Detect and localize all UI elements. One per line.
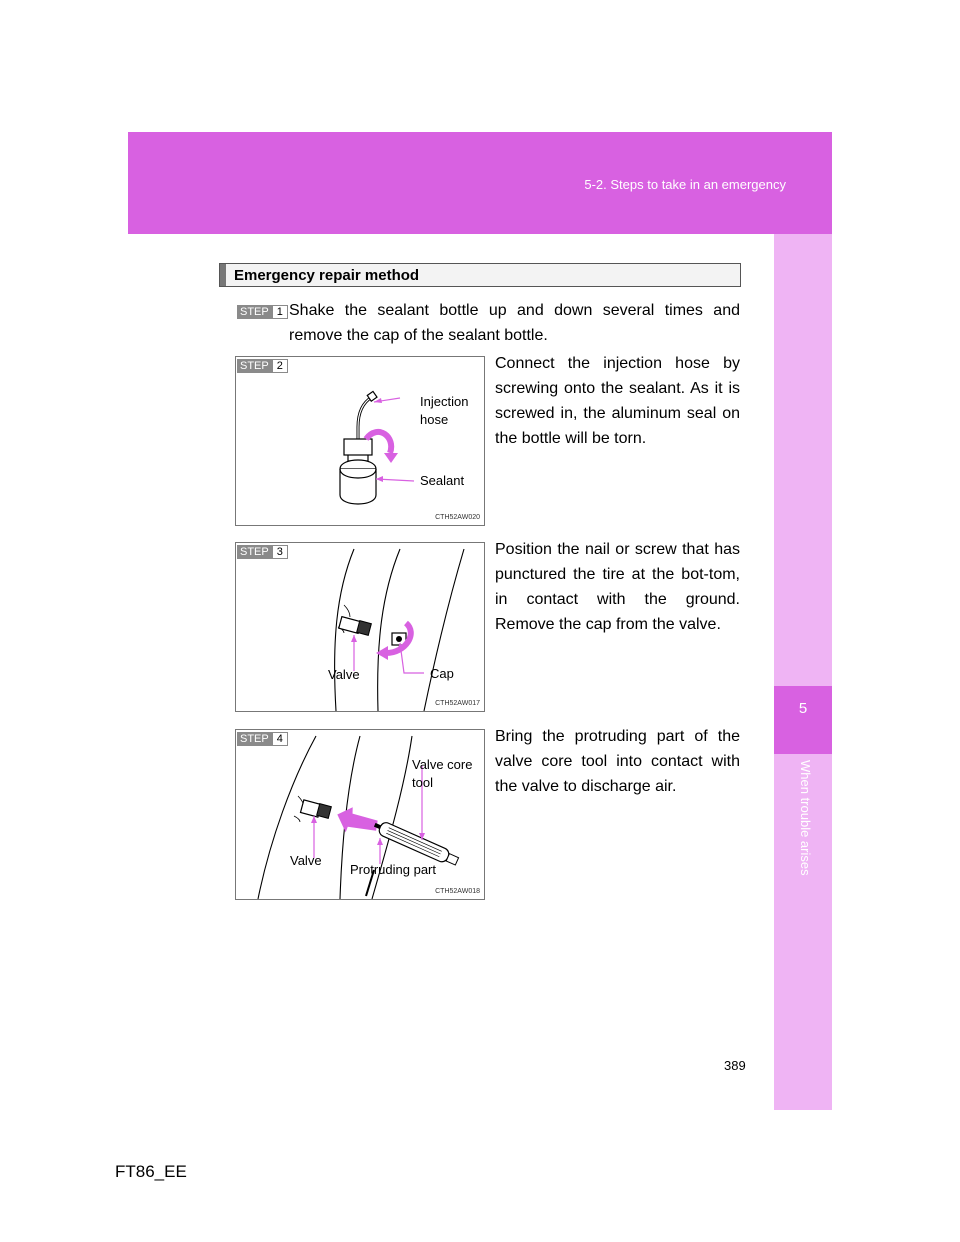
tire-valve-illustration xyxy=(236,543,484,711)
label-cap: Cap xyxy=(430,666,454,681)
step-2-badge xyxy=(237,359,288,373)
side-tab xyxy=(774,234,832,1110)
step-4-text: Bring the protruding part of the valve core tool into contact with the valve to discharge air. xyxy=(495,728,740,795)
step-4-badge xyxy=(237,732,288,746)
label-protruding-part: Protruding part xyxy=(350,862,436,877)
chapter-title: When trouble arises xyxy=(798,760,813,876)
step-word: STEP xyxy=(237,305,272,319)
label-injection-hose: Injection hose xyxy=(420,394,469,427)
label-valve-core-tool: Valve core tool xyxy=(412,757,473,790)
step-word: STEP xyxy=(237,732,272,746)
step-3-badge xyxy=(237,545,288,559)
step-word: STEP xyxy=(237,359,272,373)
step-2-figure xyxy=(235,356,485,526)
header-band xyxy=(128,132,832,234)
section-title: Emergency repair method xyxy=(234,267,420,284)
page-number: 389 xyxy=(724,1058,746,1073)
section-breadcrumb: 5-2. Steps to take in an emergency xyxy=(584,177,786,192)
chapter-title-tab xyxy=(774,760,832,940)
figure-code: CTH52AW017 xyxy=(435,700,480,707)
section-heading xyxy=(219,263,741,287)
label-valve: Valve xyxy=(328,667,360,682)
heading-bar xyxy=(220,264,226,286)
step-number: 1 xyxy=(272,305,288,319)
label-sealant: Sealant xyxy=(420,473,465,488)
step-4-figure xyxy=(235,729,485,900)
model-code: FT86_EE xyxy=(115,1162,187,1181)
step-2-text: Connect the injection hose by screwing onto the sealant. As it is screwed in, the aluminum seal on the bottle will be torn. xyxy=(495,355,740,447)
step-number: 3 xyxy=(272,545,288,559)
step-word: STEP xyxy=(237,545,272,559)
step-1-text: Shake the sealant bottle up and down several times and remove the cap of the sealant bottle. xyxy=(289,302,740,344)
step-1-badge xyxy=(237,305,288,319)
step-number: 2 xyxy=(272,359,288,373)
sealant-bottle-illustration xyxy=(236,357,484,525)
figure-code: CTH52AW020 xyxy=(435,514,480,521)
chapter-number: 5 xyxy=(798,700,808,717)
step-3-figure xyxy=(235,542,485,712)
step-3-text: Position the nail or screw that has punctured the tire at the bot-tom, in contact with the ground. Remove the cap from the valve. xyxy=(495,541,740,633)
step-number: 4 xyxy=(272,732,288,746)
label-valve: Valve xyxy=(290,853,322,868)
figure-code: CTH52AW018 xyxy=(435,888,480,895)
chapter-tab[interactable] xyxy=(774,686,832,754)
